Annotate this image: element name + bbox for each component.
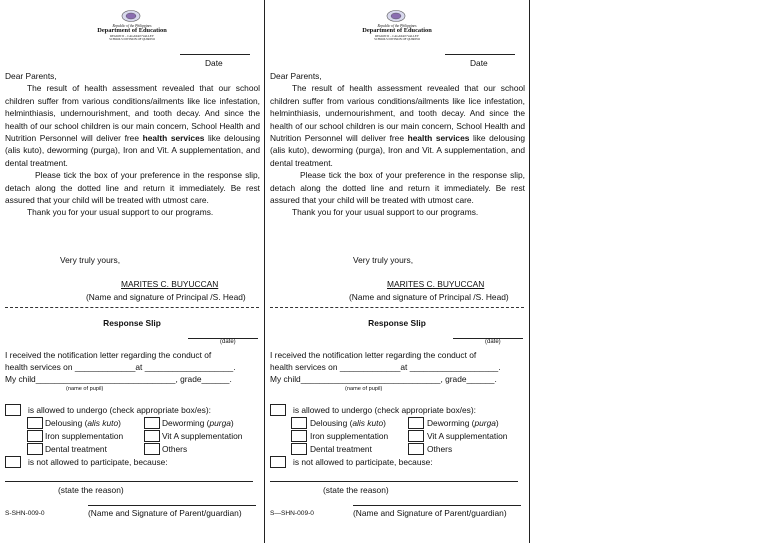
- reason-line: [270, 481, 518, 482]
- others-label: Others: [162, 444, 188, 454]
- iron-label: Iron supplementation: [45, 431, 124, 441]
- salutation: Dear Parents,: [5, 71, 57, 81]
- received-line-1: I received the notification letter regarding the conduct of: [5, 350, 212, 360]
- others-label: Others: [427, 444, 453, 454]
- republic-line: Republic of the Philippines: [377, 24, 417, 28]
- not-allowed-checkbox[interactable]: [270, 456, 286, 468]
- department-line: Department of Education: [97, 27, 167, 34]
- closing: Very truly yours,: [60, 255, 121, 265]
- parent-signature-label: (Name and Signature of Parent/guardian): [353, 508, 507, 518]
- dental-label: Dental treatment: [45, 444, 107, 454]
- vit-a-label: Vit A supplementation: [162, 431, 243, 441]
- deped-seal-icon: [121, 10, 141, 22]
- signatory-role: (Name and signature of Principal /S. Head): [86, 292, 246, 302]
- date-line: [445, 54, 515, 55]
- department-line: Department of Education: [362, 27, 432, 34]
- delousing-checkbox[interactable]: [291, 417, 307, 429]
- received-line-2: health services on _____________at ___________________.: [270, 362, 501, 372]
- signatory-name: MARITES C. BUYUCCAN: [387, 279, 485, 289]
- region-line: REGION II – CAGAYAN VALLEY: [110, 33, 154, 38]
- deworming-checkbox[interactable]: [408, 417, 424, 429]
- signatory-name: MARITES C. BUYUCCAN: [121, 279, 219, 289]
- others-checkbox[interactable]: [144, 443, 160, 455]
- region-line: REGION II – CAGAYAN VALLEY: [375, 33, 419, 38]
- date-label: Date: [205, 58, 223, 68]
- delousing-checkbox[interactable]: [27, 417, 43, 429]
- received-line-1: I received the notification letter regarding the conduct of: [270, 350, 477, 360]
- vit-a-checkbox[interactable]: [408, 430, 424, 442]
- signatory-role: (Name and signature of Principal /S. Head): [349, 292, 509, 302]
- deworming-checkbox[interactable]: [144, 417, 160, 429]
- parent-signature-line: [353, 505, 521, 506]
- delousing-label: Delousing (alis kuto): [45, 418, 121, 428]
- slip-date-label: (date): [485, 339, 501, 345]
- paragraph-2: Please tick the box of your preference in the response slip, detach along the dotted line and return it immediately. Be rest assured that your child will be treated with utmost care.: [270, 170, 525, 206]
- iron-checkbox[interactable]: [27, 430, 43, 442]
- letter-form: [0, 0, 264, 543]
- paragraph-3: Thank you for your usual support to our programs.: [27, 207, 214, 218]
- slip-date-label: (date): [220, 339, 236, 345]
- deworming-label: Deworming (purga): [162, 418, 234, 428]
- delousing-label: Delousing (alis kuto): [310, 418, 386, 428]
- dotted-cut-line: [5, 307, 259, 308]
- closing: Very truly yours,: [353, 255, 414, 265]
- allowed-label: is allowed to undergo (check appropriate box/es):: [28, 405, 211, 415]
- allowed-checkbox[interactable]: [270, 404, 286, 416]
- vit-a-checkbox[interactable]: [144, 430, 160, 442]
- letterhead: [72, 24, 192, 42]
- others-checkbox[interactable]: [408, 443, 424, 455]
- division-line: SCHOOLS DIVISION OF QUIRINO: [374, 37, 420, 42]
- state-reason-label: (state the reason): [58, 485, 124, 495]
- paragraph-3: Thank you for your usual support to our programs.: [292, 207, 479, 218]
- response-slip-title: Response Slip: [103, 318, 161, 328]
- parent-signature-line: [88, 505, 256, 506]
- date-line: [180, 54, 250, 55]
- state-reason-label: (state the reason): [323, 485, 389, 495]
- allowed-checkbox[interactable]: [5, 404, 21, 416]
- date-label: Date: [470, 58, 488, 68]
- letter-body: [5, 70, 260, 219]
- letter-form: [265, 0, 529, 543]
- republic-line: Republic of the Philippines: [112, 24, 152, 28]
- not-allowed-label: is not allowed to participate, because:: [28, 457, 168, 467]
- not-allowed-label: is not allowed to participate, because:: [293, 457, 433, 467]
- iron-checkbox[interactable]: [291, 430, 307, 442]
- dotted-cut-line: [270, 307, 524, 308]
- form-code: S—SHN-009-0: [270, 510, 314, 517]
- form-code: S-SHN-009-0: [5, 510, 45, 517]
- name-of-pupil-label: (name of pupil): [66, 386, 104, 392]
- division-line: SCHOOLS DIVISION OF QUIRINO: [109, 37, 155, 42]
- received-line-2: health services on _____________at ___________________.: [5, 362, 236, 372]
- reason-line: [5, 481, 253, 482]
- dental-checkbox[interactable]: [291, 443, 307, 455]
- iron-label: Iron supplementation: [310, 431, 389, 441]
- parent-signature-label: (Name and Signature of Parent/guardian): [88, 508, 242, 518]
- child-line: My child______________________________, grade______.: [5, 374, 232, 384]
- letter-body: [270, 70, 525, 219]
- blank-page-area: [530, 0, 768, 543]
- dental-label: Dental treatment: [310, 444, 372, 454]
- response-slip-title: Response Slip: [368, 318, 426, 328]
- notice-form-right: [265, 0, 530, 543]
- paragraph-2: Please tick the box of your preference in the response slip, detach along the dotted line and return it immediately. Be rest assured that your child will be treated with utmost care.: [5, 170, 260, 206]
- paragraph-1: The result of health assessment revealed that our school children suffer from various conditions/ailments like lice infestation, helminthiasis, undernourishment, and tooth decay. And since the health of our school children is our main concern, School Health and Nutrition Personnel will deliver free health services like delousing (alis kuto), deworming (purga), Iron and Vit. A supplementation, and dental treatment.: [5, 83, 260, 168]
- letterhead: [337, 24, 457, 42]
- salutation: Dear Parents,: [270, 71, 322, 81]
- dental-checkbox[interactable]: [27, 443, 43, 455]
- paragraph-1: The result of health assessment revealed that our school children suffer from various conditions/ailments like lice infestation, helminthiasis, undernourishment, and tooth decay. And since the health of our school children is our main concern, School Health and Nutrition Personnel will deliver free health services like delousing (alis kuto), deworming (purga), Iron and Vit. A supplementation, and dental treatment.: [270, 83, 525, 168]
- vit-a-label: Vit A supplementation: [427, 431, 508, 441]
- child-line: My child______________________________, grade______.: [270, 374, 497, 384]
- notice-form-left: [0, 0, 265, 543]
- deworming-label: Deworming (purga): [427, 418, 499, 428]
- not-allowed-checkbox[interactable]: [5, 456, 21, 468]
- allowed-label: is allowed to undergo (check appropriate box/es):: [293, 405, 476, 415]
- deped-seal-icon: [386, 10, 406, 22]
- name-of-pupil-label: (name of pupil): [345, 386, 383, 392]
